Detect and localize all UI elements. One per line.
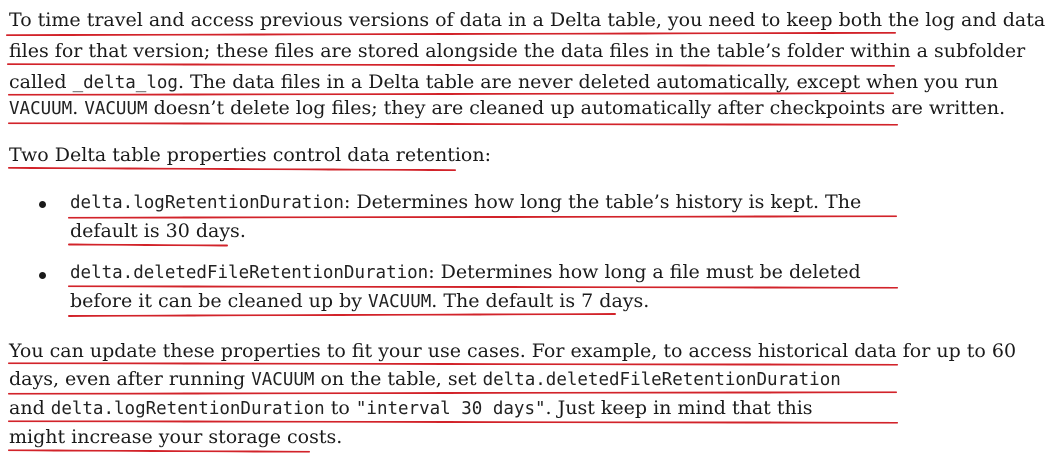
paragraph-1-line-1 (9, 8, 1045, 32)
bullet-2-line-2 (70, 289, 649, 314)
red-underline (8, 391, 897, 395)
p1-text-3c: . The data files in a Delta table are never deleted automatically, except when you run (177, 71, 999, 93)
bullet-2-text-2c: . The default is 7 days. (431, 290, 650, 312)
red-underline (8, 167, 456, 171)
p1-text-2: files for that version; these files are stored alongside the data files in the table’s folder within a subfolder (9, 40, 1026, 62)
paragraph-2 (9, 143, 491, 167)
p1-text-4b: . (72, 97, 85, 119)
paragraph-1-line-2 (9, 39, 1025, 63)
vacuum-code: VACUUM (251, 370, 315, 390)
red-underline (8, 449, 310, 453)
paragraph-3-line-1 (9, 339, 1016, 363)
red-underline (8, 420, 898, 424)
interval-string-code: "interval 30 days" (355, 399, 546, 419)
paragraph-1-line-4 (9, 96, 1005, 121)
paragraph-3-line-3 (9, 396, 813, 421)
delta-log-code: _delta_log (72, 73, 178, 93)
red-underline (8, 362, 898, 366)
paragraph-3-line-4 (9, 425, 342, 449)
deleted-file-retention-code: delta.deletedFileRetentionDuration (482, 370, 841, 390)
bullet-1-line-2 (70, 219, 246, 243)
bullet-2-line-1 (70, 260, 861, 285)
bullet-2-text-2a: before it can be cleaned up by (70, 290, 369, 312)
bullet-icon (39, 201, 46, 208)
deleted-file-retention-code: delta.deletedFileRetentionDuration (70, 263, 429, 283)
paragraph-1-line-3 (9, 70, 998, 95)
p3-text-3c: to (324, 397, 356, 419)
p3-text-1: You can update these properties to fit your use cases. For example, to access historical data for up to 60 (9, 340, 1017, 362)
p3-text-2c: on the table, set (314, 368, 483, 390)
p1-text-3a: called (9, 71, 73, 93)
bullet-icon (39, 272, 46, 279)
log-retention-code: delta.logRetentionDuration (70, 193, 344, 213)
bullet-2-text-1: : Determines how long a file must be deleted (428, 261, 861, 283)
p3-text-3a: and (9, 397, 51, 419)
vacuum-code: VACUUM (9, 99, 73, 119)
p1-text-1: To time travel and access previous versions of data in a Delta table, you need to keep both the log and data (9, 9, 1045, 31)
bullet-1-text-1: : Determines how long the table’s history is kept. The (343, 191, 862, 213)
bullet-1-text-2: default is 30 days. (70, 220, 246, 242)
p3-text-2a: days, even after running (9, 368, 252, 390)
log-retention-code: delta.logRetentionDuration (50, 399, 325, 419)
red-underline (68, 215, 897, 218)
p1-text-4d: doesn’t delete log files; they are cleaned up automatically after checkpoints are written. (147, 97, 1006, 119)
red-underline (68, 243, 228, 246)
red-underline (6, 32, 896, 36)
red-underline (7, 63, 895, 67)
bullet-1-line-1 (70, 190, 861, 215)
vacuum-code: VACUUM (84, 99, 148, 119)
p2-text: Two Delta table properties control data retention: (9, 144, 492, 166)
paragraph-3-line-2 (9, 367, 841, 392)
p3-text-3e: . Just keep in mind that this (545, 397, 813, 419)
p3-text-4: might increase your storage costs. (9, 426, 343, 448)
red-underline (8, 122, 898, 126)
vacuum-code: VACUUM (368, 292, 432, 312)
